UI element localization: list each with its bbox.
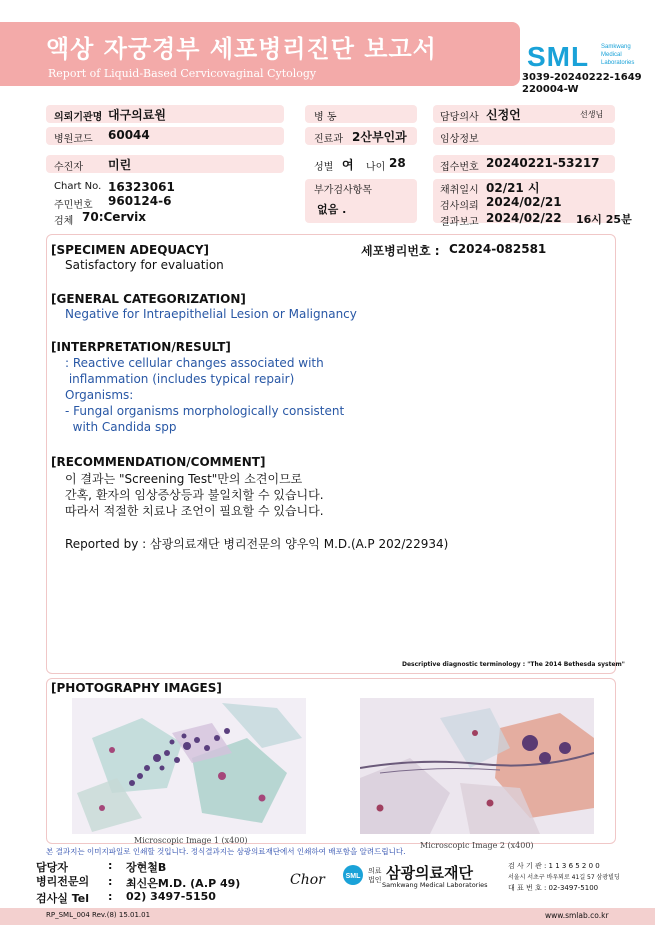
- chart-value: 16323061: [108, 180, 175, 194]
- extra-test-label: 부가검사항목: [314, 185, 372, 196]
- org-name: 삼광의료재단: [386, 864, 473, 882]
- result-time: 16시 25분: [576, 213, 632, 226]
- recommendation-line: 이 결과는 "Screening Test"만의 소견이므로: [65, 472, 303, 486]
- specimen-value: 70:Cervix: [82, 210, 147, 224]
- colon: :: [108, 859, 113, 872]
- svg-text:Samkwang: Samkwang: [601, 44, 631, 50]
- interpretation-heading: [INTERPRETATION/RESULT]: [51, 340, 231, 354]
- sex-value: 여: [342, 158, 354, 172]
- staff-value: 장현철B: [126, 861, 167, 874]
- collect-value: 02/21 시: [486, 181, 540, 195]
- org-code: 검 사 기 관 : 1 1 3 6 5 2 0 0: [508, 862, 600, 870]
- cyto-number-label: 세포병리번호 :: [361, 244, 440, 258]
- result-value: 2024/02/22: [486, 211, 562, 225]
- cyto-number-value: C2024-082581: [449, 242, 547, 256]
- specimen-label: 검체: [54, 216, 74, 227]
- doctor-label: 담당의사: [440, 112, 479, 123]
- org-prefix: 의료: [368, 867, 382, 875]
- reported-by: Reported by : 삼광의료재단 병리전문의 양우익 M.D.(A.P 202/22934): [65, 537, 449, 551]
- dept-value: 2산부인과: [352, 130, 407, 144]
- org-english: Samkwang Medical Laboratories: [382, 881, 488, 889]
- recommendation-heading: [RECOMMENDATION/COMMENT]: [51, 455, 266, 469]
- signature: Chor: [290, 872, 325, 888]
- pathologist-value: 최신은M.D. (A.P 49): [126, 877, 241, 890]
- interpretation-line: : Reactive cellular changes associated with: [65, 356, 324, 370]
- org-phone: 대 표 번 호 : 02-3497-5100: [508, 884, 599, 892]
- request-value: 2024/02/21: [486, 195, 562, 209]
- result-label: 결과보고: [440, 217, 479, 228]
- report-number: 3039-20240222-1649 220004-W: [522, 72, 642, 95]
- adequacy-text: Satisfactory for evaluation: [65, 258, 224, 272]
- resident-label: 주민번호: [54, 200, 93, 211]
- foundation-logo-icon: [342, 864, 364, 886]
- patient-value: 미린: [108, 158, 132, 172]
- receipt-label: 접수번호: [440, 162, 479, 173]
- doctor-value: 신정언: [486, 108, 521, 122]
- recommendation-line: 따라서 적절한 치료나 조언이 필요할 수 있습니다.: [65, 504, 324, 518]
- request-label: 검사의뢰: [440, 201, 479, 212]
- institution-value: 대구의료원: [108, 108, 166, 122]
- age-value: 28: [389, 156, 406, 170]
- interpretation-line: - Fungal organisms morphologically consistent: [65, 404, 345, 418]
- svg-text:Laboratories: Laboratories: [601, 60, 635, 66]
- photo-heading: [PHOTOGRAPHY IMAGES]: [51, 681, 222, 695]
- chart-label: Chart No.: [54, 181, 102, 192]
- svg-text:SML: SML: [527, 41, 590, 70]
- adequacy-heading: [SPECIMEN ADEQUACY]: [51, 243, 210, 257]
- doctor-suffix: 선생님: [580, 110, 604, 119]
- lab-tel-label: 검사실 Tel: [36, 892, 89, 905]
- sex-label: 성별: [314, 162, 334, 173]
- org-prefix: 법인: [368, 876, 382, 884]
- microscopic-image-1: [72, 698, 306, 834]
- website-link[interactable]: www.smlab.co.kr: [545, 911, 609, 920]
- form-code: RP_SML_004 Rev.(8) 15.01.01: [46, 911, 151, 919]
- ward-label: 병 동: [314, 112, 337, 123]
- collect-label: 채취일시: [440, 185, 479, 196]
- interpretation-line: inflammation (includes typical repair): [65, 372, 295, 386]
- lab-tel-value: 02) 3497-5150: [126, 890, 216, 903]
- report-subtitle: Report of Liquid-Based Cervicovaginal Cytology: [48, 67, 317, 80]
- colon: :: [108, 875, 113, 888]
- microscopic-image-2: [360, 698, 594, 834]
- pathologist-label: 병리전문의: [36, 875, 90, 888]
- clinical-label: 임상정보: [440, 134, 479, 145]
- hospital-code-label: 병원코드: [54, 134, 93, 145]
- print-notice: 본 결과지는 이미지파일로 인쇄할 것입니다. 정식결과지는 삼광의료재단에서 인쇄하여 배포함을 알려드립니다.: [46, 847, 406, 856]
- extra-test-value: 없음 .: [317, 203, 347, 216]
- dept-label: 진료과: [314, 134, 343, 145]
- patient-label: 수진자: [54, 162, 83, 173]
- hospital-code-value: 60044: [108, 128, 150, 142]
- receipt-value: 20240221-53217: [486, 156, 600, 170]
- staff-label: 담당자: [36, 861, 68, 874]
- general-heading: [GENERAL CATEGORIZATION]: [51, 292, 246, 306]
- image-2-caption: Microscopic Image 2 (x400): [420, 841, 534, 850]
- bethesda-note: Descriptive diagnostic terminology : "The 2014 Bethesda system": [402, 661, 625, 668]
- colon: :: [108, 890, 113, 903]
- sml-logo: [527, 40, 647, 70]
- interpretation-line: with Candida spp: [65, 420, 177, 434]
- resident-value: 960124-6: [108, 194, 172, 208]
- general-text: Negative for Intraepithelial Lesion or Malignancy: [65, 307, 357, 321]
- svg-text:SML: SML: [345, 873, 361, 880]
- interpretation-line: Organisms:: [65, 388, 134, 402]
- image-1-caption: Microscopic Image 1 (x400): [134, 836, 248, 845]
- svg-text:Medical: Medical: [601, 52, 622, 58]
- report-title: 액상 자궁경부 세포병리진단 보고서: [46, 35, 437, 63]
- org-address: 서울시 서초구 바우뫼로 41길 57 삼광빌딩: [508, 874, 620, 881]
- age-label: 나이: [366, 162, 386, 173]
- recommendation-line: 간혹, 환자의 임상증상등과 불일치할 수 있습니다.: [65, 488, 324, 502]
- institution-label: 의뢰기관명: [54, 112, 103, 123]
